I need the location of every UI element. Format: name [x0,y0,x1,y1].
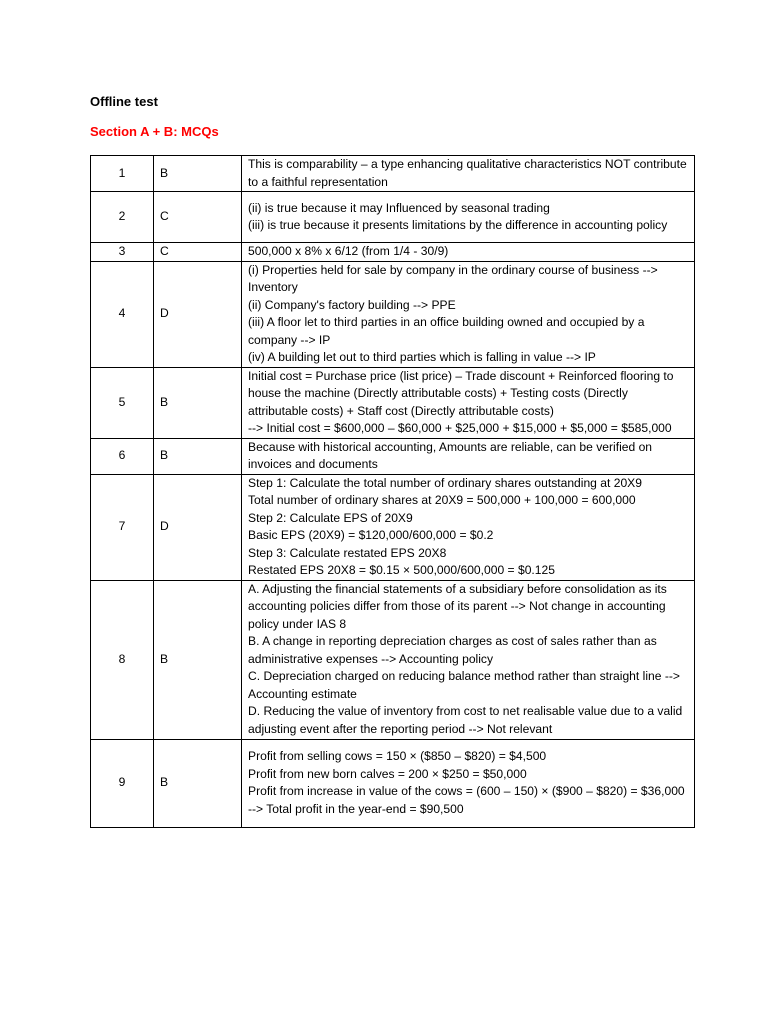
explanation-cell [242,156,695,192]
explanation-line: (i) Properties held for sale by company in the ordinary course of business --> Inventory [248,262,658,294]
question-number: 4 [91,261,154,367]
explanation-line: A. Adjusting the financial statements of a subsidiary before consolidation as its accounting policies differ from those of its parent --> Not change in accounting policy under IAS 8 [248,581,667,631]
explanation-line: (ii) is true because it may Influenced by seasonal trading [248,200,550,215]
explanation-line: --> Initial cost = $600,000 – $60,000 + $25,000 + $15,000 + $5,000 = $585,000 [248,421,672,435]
explanation-cell [242,474,695,580]
answer-letter: B [154,580,242,739]
table-row [91,261,695,367]
explanation-line: This is comparability – a type enhancing qualitative characteristics NOT contribute to a faithful representation [248,157,687,189]
explanation-line: Step 1: Calculate the total number of ordinary shares outstanding at 20X9 [248,475,642,490]
explanation-cell [242,580,695,739]
explanation-line: (ii) Company's factory building --> PPE [248,297,456,312]
answer-letter: D [154,261,242,367]
question-number: 5 [91,367,154,438]
table-row [91,438,695,474]
explanation-cell [242,438,695,474]
answer-letter: B [154,367,242,438]
table-row [91,474,695,580]
section-title: Section A + B: MCQs [90,124,219,139]
question-number: 9 [91,739,154,827]
table-row [91,367,695,438]
explanation-cell [242,739,695,827]
answer-letter: C [154,192,242,243]
explanation-line: Because with historical accounting, Amounts are reliable, can be verified on invoices and documents [248,439,653,471]
table-row [91,192,695,243]
explanation-line: (iii) is true because it presents limitations by the difference in accounting policy [248,218,668,232]
answer-letter: C [154,243,242,262]
answer-letter: B [154,438,242,474]
explanation-line: Profit from new born calves = 200 × $250 = $50,000 [248,766,527,781]
explanation-cell [242,192,695,243]
explanation-line: C. Depreciation charged on reducing balance method rather than straight line --> Accounting estimate [248,669,680,701]
question-number: 2 [91,192,154,243]
explanation-line: (iii) A floor let to third parties in an office building owned and occupied by a company --> IP [248,315,645,347]
explanation-line: B. A change in reporting depreciation charges as cost of sales rather than as administrative expenses --> Accounting policy [248,634,657,666]
explanation-cell [242,367,695,438]
question-number: 1 [91,156,154,192]
answer-table-body [91,156,695,828]
page-title: Offline test [90,94,158,109]
table-row [91,243,695,262]
explanation-line: Initial cost = Purchase price (list price) – Trade discount + Reinforced flooring to house the machine (Directly attributable costs) + Testing costs (Directly attributable costs) + Staff cost (Directly attributable costs) [248,368,674,418]
explanation-line: D. Reducing the value of inventory from cost to net realisable value due to a valid adjusting event after the reporting period --> Not relevant [248,704,683,736]
explanation-line: Step 3: Calculate restated EPS 20X8 [248,545,447,560]
question-number: 8 [91,580,154,739]
explanation-cell [242,243,695,262]
table-row [91,739,695,827]
explanation-line: Restated EPS 20X8 = $0.15 × 500,000/600,000 = $0.125 [248,563,555,577]
question-number: 7 [91,474,154,580]
explanation-line: Profit from selling cows = 150 × ($850 – $820) = $4,500 [248,749,547,763]
table-row [91,580,695,739]
explanation-line: --> Total profit in the year-end = $90,500 [248,801,464,816]
answer-letter: D [154,474,242,580]
explanation-line: Step 2: Calculate EPS of 20X9 [248,510,413,525]
explanation-line: Profit from increase in value of the cows = (600 – 150) × ($900 – $820) = $36,000 [248,784,685,798]
explanation-line: Basic EPS (20X9) = $120,000/600,000 = $0.2 [248,528,494,542]
answer-table [90,155,695,828]
explanation-line: Total number of ordinary shares at 20X9 = 500,000 + 100,000 = 600,000 [248,493,636,507]
explanation-cell [242,261,695,367]
question-number: 3 [91,243,154,262]
explanation-line: 500,000 x 8% x 6/12 (from 1/4 - 30/9) [248,244,449,258]
question-number: 6 [91,438,154,474]
explanation-line: (iv) A building let out to third parties which is falling in value --> IP [248,350,596,364]
answer-letter: B [154,739,242,827]
table-row [91,156,695,192]
answer-letter: B [154,156,242,192]
